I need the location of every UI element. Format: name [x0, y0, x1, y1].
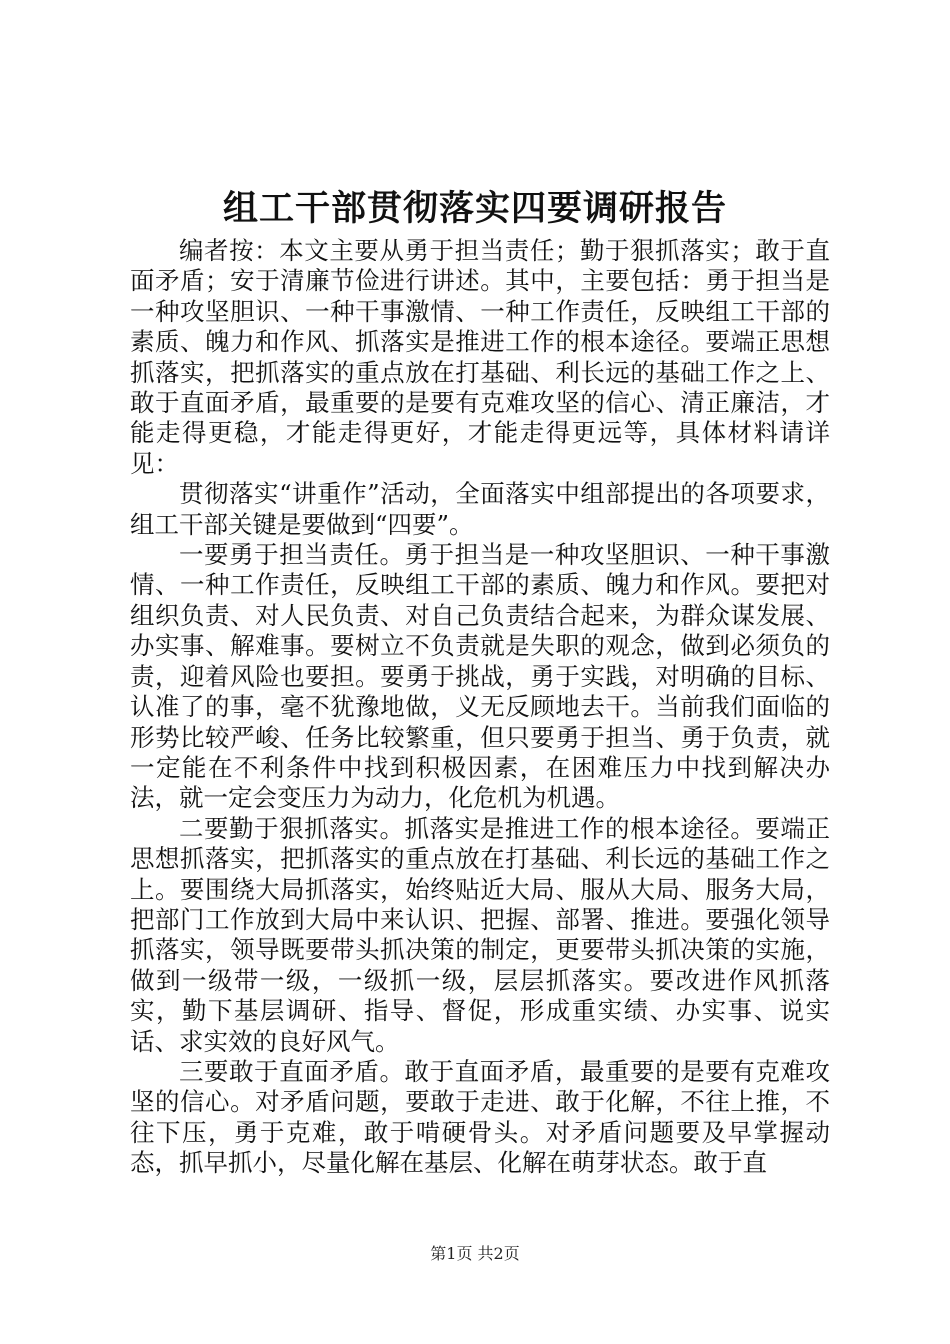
page-number-footer: 第1页 共2页	[430, 1244, 520, 1263]
paragraph-third-requirement: 三要敢于直面矛盾。敢于直面矛盾，最重要的是要有克难攻坚的信心。对矛盾问题，要敢于走进、敢于化解，不往上推，不往下压，勇于克难，敢于啃硬骨头。对矛盾问题要及早掌握动态，抓早抓小，尽量化解在基层、化解在萌芽状态。敢于直	[130, 1056, 830, 1178]
paragraph-editor-note: 编者按：本文主要从勇于担当责任；勤于狠抓落实；敢于直面矛盾；安于清廉节俭进行讲述。其中，主要包括：勇于担当是一种攻坚胆识、一种干事激情、一种工作责任，反映组工干部的素质、魄力和作风、抓落实是推进工作的根本途径。要端正思想抓落实，把抓落实的重点放在打基础、利长远的基础工作之上、敢于直面矛盾，最重要的是要有克难攻坚的信心、清正廉洁，才能走得更稳，才能走得更好，才能走得更远等，具体材料请详见：	[130, 236, 830, 478]
paragraph-intro: 贯彻落实“讲重作”活动，全面落实中组部提出的各项要求，组工干部关键是要做到“四要”。	[130, 479, 830, 539]
paragraph-second-requirement: 二要勤于狠抓落实。抓落实是推进工作的根本途径。要端正思想抓落实，把抓落实的重点放在打基础、利长远的基础工作之上。要围绕大局抓落实，始终贴近大局、服从大局、服务大局，把部门工作放到大局中来认识、把握、部署、推进。要强化领导抓落实，领导既要带头抓决策的制定，更要带头抓决策的实施，做到一级带一级，一级抓一级，层层抓落实。要改进作风抓落实，勤下基层调研、指导、督促，形成重实绩、办实事、说实话、求实效的良好风气。	[130, 813, 830, 1056]
document-body	[130, 236, 830, 1179]
document-title: 组工干部贯彻落实四要调研报告	[222, 188, 727, 229]
paragraph-first-requirement: 一要勇于担当责任。勇于担当是一种攻坚胆识、一种干事激情、一种工作责任，反映组工干部的素质、魄力和作风。要把对组织负责、对人民负责、对自己负责结合起来，为群众谋发展、办实事、解难事。要树立不负责就是失职的观念，做到必须负的责，迎着风险也要担。要勇于挑战，勇于实践，对明确的目标、认准了的事，毫不犹豫地做，义无反顾地去干。当前我们面临的形势比较严峻、任务比较繁重，但只要勇于担当、勇于负责，就一定能在不利条件中找到积极因素，在困难压力中找到解决办法，就一定会变压力为动力，化危机为机遇。	[130, 540, 830, 813]
